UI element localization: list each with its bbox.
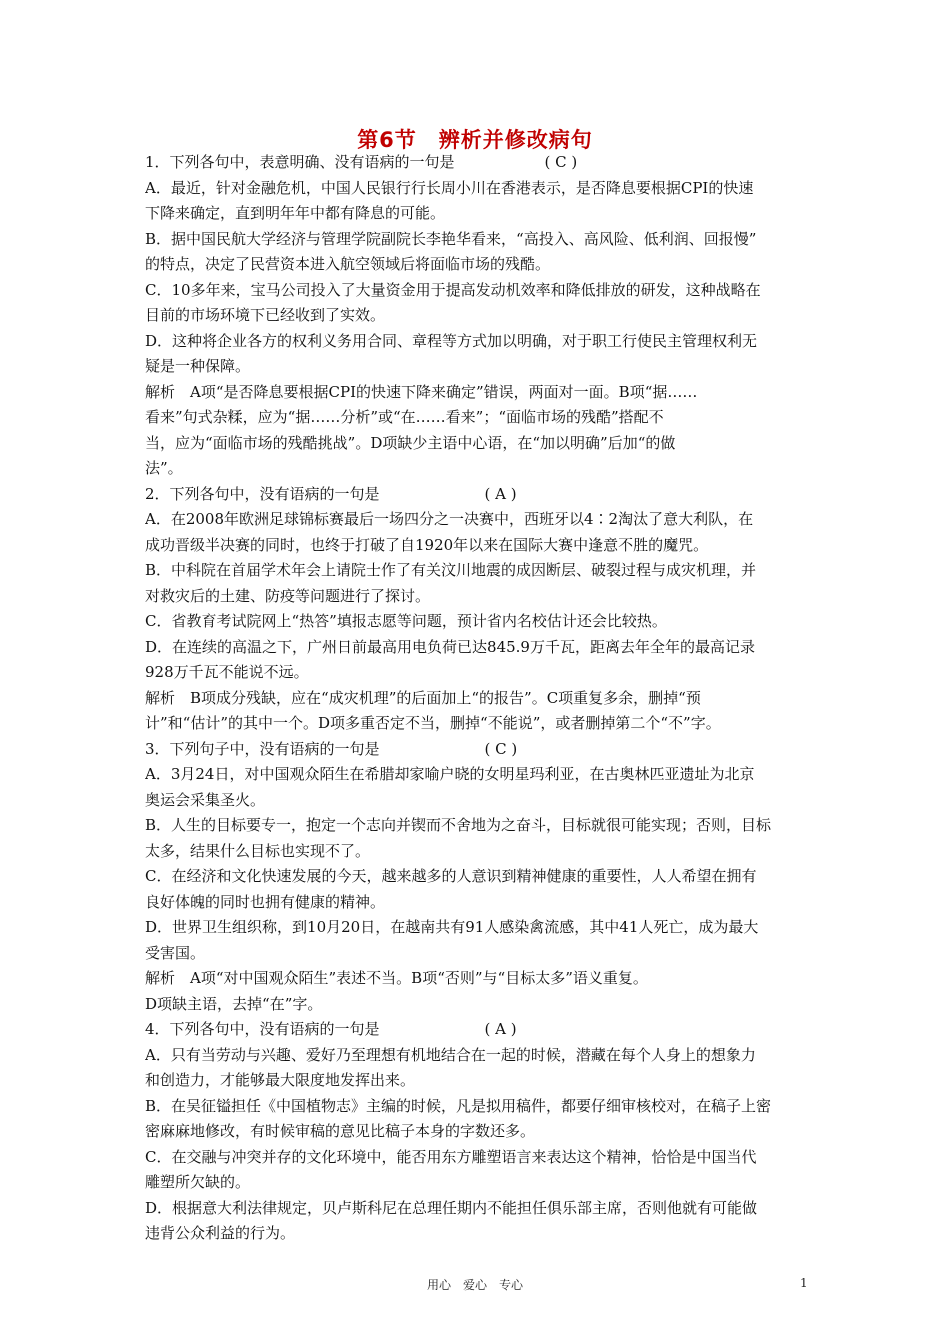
text-line: 解析 A项“对中国观众陌生”表述不当。B项“否则”与“目标太多”语义重复。 bbox=[145, 969, 648, 987]
text-line: B．据中国民航大学经济与管理学院副院长李艳华看来，“高投入、高风险、低利润、回报慢” bbox=[145, 229, 757, 248]
text-line: 2．下列各句中，没有语病的一句是 ( A ) bbox=[145, 484, 517, 503]
text-line: D．世界卫生组织称，到10月20日，在越南共有91人感染禽流感，其中41人死亡，成为最大 bbox=[145, 918, 759, 936]
footer-motto: 用心 爱心 专心 bbox=[426, 1278, 523, 1292]
text-line: 良好体魄的同时也拥有健康的精神。 bbox=[145, 892, 386, 911]
text-line: D．在连续的高温之下，广州日前最高用电负荷已达845.9万千瓦，距离去年全年的最高记录 bbox=[145, 637, 755, 656]
text-line: B．中科院在首届学术年会上请院士作了有关汶川地震的成因断层、破裂过程与成灾机理，并 bbox=[145, 561, 757, 579]
text-line: D项缺主语，去掉“在”字。 bbox=[145, 994, 323, 1013]
text-line: 法”。 bbox=[145, 459, 183, 477]
text-line: 太多，结果什么目标也实现不了。 bbox=[145, 841, 371, 860]
page-title: 第6节 辨析并修改病句 bbox=[357, 128, 593, 152]
text-line: 解析 B项成分残缺，应在“成灾机理”的后面加上“的报告”。C项重复多余，删掉“预 bbox=[145, 688, 701, 707]
text-line: 和创造力，才能够最大限度地发挥出来。 bbox=[145, 1071, 416, 1089]
page-number: 1 bbox=[800, 1276, 808, 1290]
text-line: A．最近，针对金融危机，中国人民银行行长周小川在香港表示，是否降息要根据CPI的快速 bbox=[145, 178, 754, 197]
text-line: 下降来确定，直到明年年中都有降息的可能。 bbox=[145, 204, 446, 222]
text-line: 奥运会采集圣火。 bbox=[145, 790, 266, 809]
text-line: D．这种将企业各方的权利义务用合同、章程等方式加以明确，对于职工行使民主管理权利无 bbox=[145, 331, 758, 350]
text-line: A．3月24日，对中国观众陌生在希腊却家喻户晓的女明星玛利亚，在古奥林匹亚遗址为北京 bbox=[145, 765, 755, 783]
text-line: 违背公众利益的行为。 bbox=[145, 1224, 296, 1242]
text-line: C．省教育考试院网上“热答”填报志愿等问题，预计省内名校估计还会比较热。 bbox=[145, 612, 667, 630]
text-line: 目前的市场环境下已经收到了实效。 bbox=[145, 306, 386, 324]
text-line: 4．下列各句中，没有语病的一句是 ( A ) bbox=[145, 1020, 517, 1038]
text-line: 928万千瓦不能说不远。 bbox=[145, 663, 309, 681]
text-line: 成功晋级半决赛的同时，也终于打破了自1920年以来在国际大赛中逢意不胜的魔咒。 bbox=[145, 535, 709, 554]
text-line: 受害国。 bbox=[145, 943, 206, 962]
text-line: C．在经济和文化快速发展的今天，越来越多的人意识到精神健康的重要性，人人希望在拥有 bbox=[145, 867, 757, 885]
text-line: 对救灾后的土建、防疫等问题进行了探讨。 bbox=[145, 586, 431, 605]
text-line: 的特点，决定了民营资本进入航空领域后将面临市场的残酷。 bbox=[145, 255, 551, 273]
text-line: B．在吴征镒担任《中国植物志》主编的时候，凡是拟用稿件，都要仔细审核校对，在稿子上密 bbox=[145, 1096, 772, 1115]
text-line: 3．下列句子中，没有语病的一句是 ( C ) bbox=[145, 739, 518, 758]
text-line: 看来”句式杂糅，应为“据……分析”或“在……看来”；“面临市场的残酷”搭配不 bbox=[145, 408, 664, 426]
text-line: C．10多年来，宝马公司投入了大量资金用于提高发动机效率和降低排放的研发，这种战略在 bbox=[145, 280, 761, 299]
text-line: A．只有当劳动与兴趣、爱好乃至理想有机地结合在一起的时候，潜藏在每个人身上的想象力 bbox=[145, 1045, 756, 1064]
text-line: 1．下列各句中，表意明确、没有语病的一句是 ( C ) bbox=[145, 153, 578, 171]
text-line: 雕塑所欠缺的。 bbox=[145, 1173, 251, 1191]
text-line: 计”和“估计”的其中一个。D项多重否定不当，删掉“不能说”，或者删掉第二个“不”字。 bbox=[145, 714, 721, 732]
text-line: 密麻麻地修改，有时候审稿的意见比稿子本身的字数还多。 bbox=[145, 1122, 536, 1140]
text-line: C．在交融与冲突并存的文化环境中，能否用东方雕塑语言来表达这个精神，恰恰是中国当代 bbox=[145, 1147, 757, 1166]
text-line: D．根据意大利法律规定，贝卢斯科尼在总理任期内不能担任俱乐部主席，否则他就有可能做 bbox=[145, 1198, 758, 1217]
document-body bbox=[145, 150, 825, 1247]
text-line: 解析 A项“是否降息要根据CPI的快速下降来确定”错误，两面对一面。B项“据…… bbox=[145, 382, 698, 401]
text-line: 当，应为“面临市场的残酷挑战”。D项缺少主语中心语，在“加以明确”后加“的做 bbox=[145, 433, 676, 452]
text-line: A．在2008年欧洲足球锦标赛最后一场四分之一决赛中，西班牙以4∶2淘汰了意大利队，在 bbox=[145, 510, 754, 528]
text-line: B．人生的目标要专一，抱定一个志向并锲而不舍地为之奋斗，目标就很可能实现；否则，目标 bbox=[145, 816, 772, 834]
text-line: 疑是一种保障。 bbox=[145, 357, 251, 375]
